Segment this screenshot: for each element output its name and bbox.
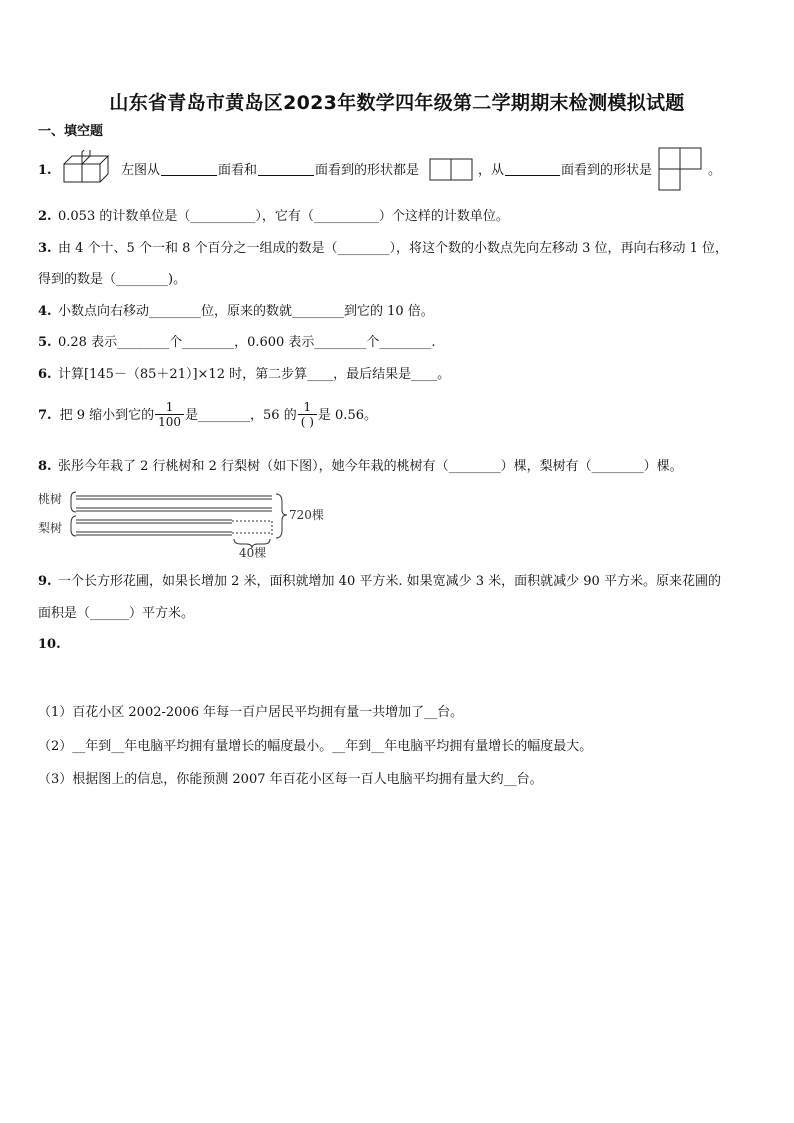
- answer-blank[interactable]: [505, 163, 560, 176]
- question-number: 8.: [38, 459, 52, 474]
- question-text-line2: 得到的数是（________)。: [38, 272, 187, 287]
- q1-text-6: 。: [708, 163, 722, 178]
- q7-text-2: 是________，56 的: [185, 407, 297, 423]
- fraction-numerator: 1: [165, 400, 174, 414]
- sub-question-1: （1）百花小区 2002-2006 年每一百户居民平均拥有量一共增加了__台。: [38, 705, 464, 720]
- question-text-line1: 一个长方形花圃，如果长增加 2 米，面积就增加 40 平方米. 如果宽减少 3 米，面积就减少 90 平方米。原来花圃的: [58, 574, 721, 589]
- section-heading: 一、填空题: [38, 124, 104, 139]
- fraction-denominator: 100: [158, 415, 182, 429]
- q1-text-3: 面看到的形状都是: [315, 163, 420, 178]
- question-text-line2: 面积是（______）平方米。: [38, 606, 195, 621]
- tree-rows-diagram: [36, 486, 336, 558]
- question-number: 4.: [38, 304, 52, 319]
- q7-text-3: 是 0.56。: [317, 407, 377, 423]
- answer-blank[interactable]: [161, 163, 217, 176]
- label-difference: 40棵: [239, 546, 267, 558]
- question-number: 3.: [38, 241, 52, 256]
- question-text: 0.28 表示________个________，0.600 表示________个________.: [58, 335, 436, 350]
- total-brace: [276, 494, 287, 538]
- label-total: 720棵: [289, 508, 324, 522]
- question-text: 小数点向右移动________位，原来的数就________到它的 10 倍。: [58, 304, 434, 319]
- q1-text-5: 面看到的形状是: [561, 163, 653, 178]
- question-7: [38, 400, 377, 430]
- q1-text-4: ，从: [478, 163, 505, 178]
- sub-question-2: （2）__年到__年电脑平均拥有量增长的幅度最小。__年到__年电脑平均拥有量增长的幅度最大。: [38, 739, 593, 754]
- question-number: 2.: [38, 209, 52, 224]
- fraction-denominator[interactable]: ( ): [300, 415, 314, 429]
- question-number: 1.: [38, 163, 52, 178]
- fraction-1-100: [155, 400, 184, 430]
- q1-text-2: 面看和: [218, 163, 258, 178]
- question-number: 10.: [38, 637, 61, 652]
- question-text: 计算[145－（85＋21）]×12 时，第二步算____，最后结果是____。: [58, 367, 451, 382]
- label-pear-trees: 梨树: [38, 521, 63, 535]
- cube-figure: [62, 150, 118, 188]
- pear-brace: [71, 516, 76, 536]
- question-number: 6.: [38, 367, 52, 382]
- peach-brace: [71, 492, 76, 512]
- page-title: 山东省青岛市黄岛区2023年数学四年级第二学期期末检测模拟试题: [109, 92, 685, 114]
- question-number: 7.: [38, 407, 52, 423]
- l-shape-figure: [658, 147, 704, 193]
- fraction-numerator: 1: [303, 400, 312, 414]
- question-text: 0.053 的计数单位是（__________），它有（__________）个这样的计数单位。: [58, 209, 509, 224]
- q1-text-1: 左图从: [121, 163, 161, 178]
- two-square-shape: [429, 158, 475, 182]
- label-peach-trees: 桃树: [38, 492, 63, 506]
- question-text-line1: 由 4 个十、5 个一和 8 个百分之一组成的数是（________），将这个数的小数点先向左移动 3 位，再向右移动 1 位，: [58, 241, 729, 256]
- q7-text-1: 把 9 缩小到它的: [59, 407, 155, 423]
- question-text: 张彤今年栽了 2 行桃树和 2 行梨树（如下图），她今年栽的桃树有（________）棵，梨树有（________）棵。: [58, 459, 683, 474]
- question-number: 5.: [38, 335, 52, 350]
- fraction-blank-denominator: [298, 400, 317, 430]
- sub-question-3: （3）根据图上的信息，你能预测 2007 年百花小区每一百人电脑平均拥有量大约__台。: [38, 772, 543, 787]
- answer-blank[interactable]: [258, 163, 314, 176]
- question-number: 9.: [38, 574, 52, 589]
